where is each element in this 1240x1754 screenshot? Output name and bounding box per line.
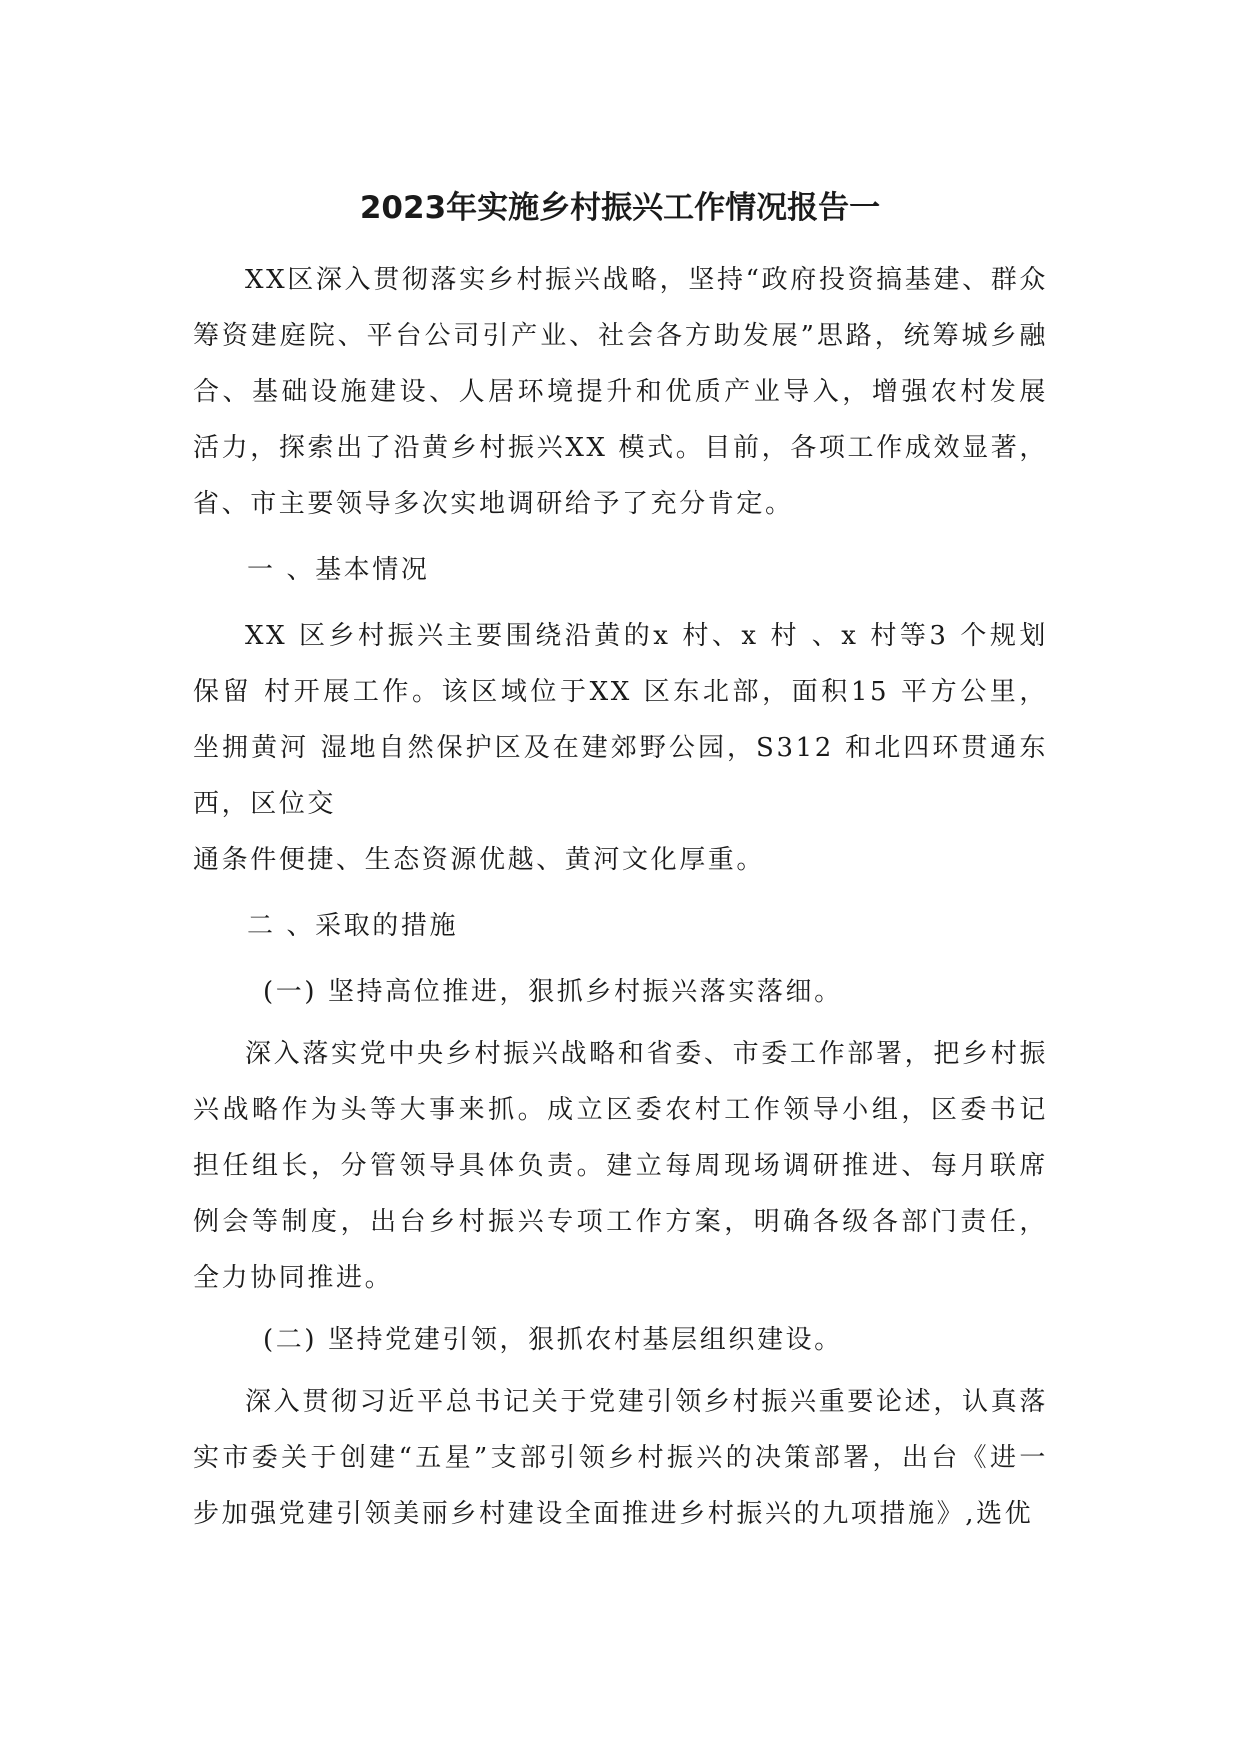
document-title: 2023年实施乡村振兴工作情况报告一: [359, 190, 881, 226]
party-building-paragraph: 深入贯彻习近平总书记关于党建引领乡村振兴重要论述，认真落实市委关于创建“五星”支部引领乡村振兴的决策部署，出台《进一步加强党建引领美丽乡村建设全面推进乡村振兴的九项措施》,选优: [193, 1387, 1048, 1529]
basic-situation-paragraph-continued: 通条件便捷、生态资源优越、黄河文化厚重。: [193, 845, 766, 875]
subheading-party-building: (二) 坚持党建引领，狠抓农村基层组织建设。: [263, 1325, 843, 1355]
section-heading-basic-situation: 一 、基本情况: [247, 555, 430, 585]
intro-paragraph: XX区深入贯彻落实乡村振兴战略，坚持“政府投资搞基建、群众筹资建庭院、平台公司引产业、社会各方助发展”思路，统筹城乡融合、基础设施建设、人居环境提升和优质产业导入，增强农村发展活力，探索出了沿黄乡村振兴XX 模式。目前，各项工作成效显著，省、市主要领导多次实地调研给予了充分肯定。: [193, 265, 1048, 519]
section-heading-measures: 二 、采取的措施: [247, 911, 459, 941]
high-level-promotion-paragraph: 深入落实党中央乡村振兴战略和省委、市委工作部署，把乡村振兴战略作为头等大事来抓。成立区委农村工作领导小组，区委书记担任组长，分管领导具体负责。建立每周现场调研推进、每月联席例会等制度，出台乡村振兴专项工作方案，明确各级各部门责任，全力协同推进。: [193, 1039, 1048, 1293]
basic-situation-paragraph: XX 区乡村振兴主要围绕沿黄的x 村、x 村 、x 村等3 个规划保留 村开展工作。该区域位于XX 区东北部，面积15 平方公里，坐拥黄河 湿地自然保护区及在建郊野公园，S312 和北四环贯通东西，区位交: [193, 621, 1048, 819]
document-body: [193, 252, 1048, 1542]
subheading-high-level-promotion: (一) 坚持高位推进，狠抓乡村振兴落实落细。: [263, 977, 843, 1007]
